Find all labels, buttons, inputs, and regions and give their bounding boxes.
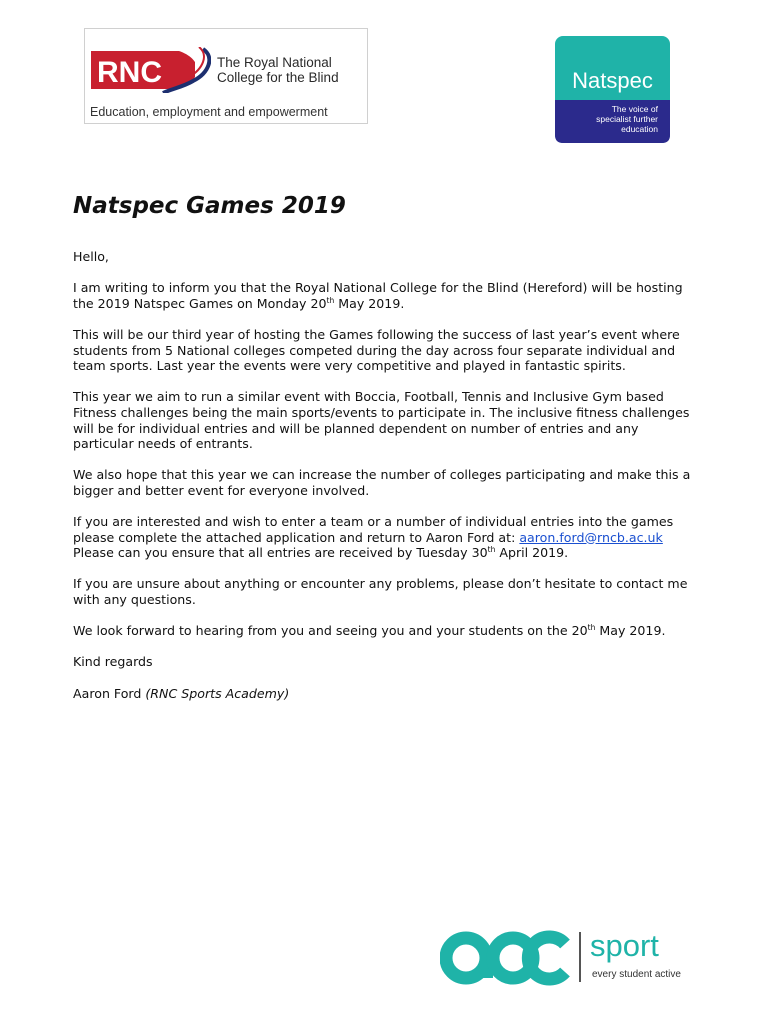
rnc-tagline: Education, employment and empowerment bbox=[90, 105, 328, 119]
entry-text-end: April 2019. bbox=[495, 545, 569, 561]
signature-name: Aaron Ford bbox=[73, 685, 146, 701]
forward-text-end: May 2019. bbox=[595, 623, 666, 639]
document-title: Natspec Games 2019 bbox=[73, 193, 346, 219]
forward-sup: th bbox=[587, 623, 596, 633]
aoc-sport-wordmark: sport bbox=[590, 928, 659, 963]
natspec-logo bbox=[555, 36, 670, 143]
rnc-mark-icon bbox=[91, 47, 211, 93]
rnc-college-name bbox=[217, 55, 339, 85]
aoc-divider bbox=[579, 932, 581, 982]
entry-text: If you are interested and wish to enter a team or a number of individual entries into the games please complete the attached application and return to Aaron Ford at: bbox=[73, 514, 674, 545]
signature bbox=[73, 686, 703, 702]
forward-text: We look forward to hearing from you and seeing you and your students on the 20 bbox=[73, 623, 588, 639]
entry-text-mid: Please can you ensure that all entries are received by Tuesday 30 bbox=[73, 545, 488, 561]
paragraph-hope: We also hope that this year we can increase the number of colleges participating and make this a bigger and better event for everyone involved. bbox=[73, 467, 691, 498]
greeting: Hello, bbox=[73, 249, 109, 264]
intro-text-end: May 2019. bbox=[334, 295, 405, 311]
rnc-logo bbox=[84, 28, 368, 124]
paragraph-entry bbox=[73, 514, 703, 561]
intro-text: I am writing to inform you that the Royal National College for the Blind (Hereford) will be hosting the 2019 Natspec Games on Monday 20 bbox=[73, 280, 683, 311]
natspec-wordmark: Natspec bbox=[572, 68, 653, 93]
paragraph-forward bbox=[73, 623, 703, 639]
aoc-sport-logo bbox=[440, 930, 702, 986]
rnc-name-line1: The Royal National bbox=[217, 55, 332, 70]
signature-org: (RNC Sports Academy) bbox=[145, 685, 290, 701]
paragraph-events: This year we aim to run a similar event with Boccia, Football, Tennis and Inclusive Gym based Fitness challenges being the main sports/events to participate in. The inclusive fitness challenges will be for individual entries and will be planned dependent on number of entries and any particular needs of entrants. bbox=[73, 389, 690, 452]
entry-sup: th bbox=[487, 545, 496, 555]
paragraph-intro bbox=[73, 280, 703, 311]
paragraph-history: This will be our third year of hosting the Games following the success of last year’s event where students from 5 National colleges competed during the day across four separate individual and team sports. Last year the events were very competitive and played in fantastic spirits. bbox=[73, 326, 680, 374]
aoc-mark-icon bbox=[440, 930, 570, 986]
aoc-tagline: every student active bbox=[592, 969, 681, 980]
natspec-tag-line3: education bbox=[621, 124, 658, 134]
intro-sup: th bbox=[326, 295, 335, 305]
closing: Kind regards bbox=[73, 654, 153, 670]
letter-body bbox=[73, 249, 703, 717]
natspec-tagline bbox=[596, 104, 658, 134]
paragraph-contact: If you are unsure about anything or encounter any problems, please don’t hesitate to contact me with any questions. bbox=[73, 576, 688, 608]
email-link[interactable]: aaron.ford@rncb.ac.uk bbox=[519, 529, 663, 545]
rnc-name-line2: College for the Blind bbox=[217, 70, 339, 85]
natspec-tag-line2: specialist further bbox=[596, 114, 658, 124]
natspec-tag-line1: The voice of bbox=[611, 104, 658, 114]
rnc-mark-text: RNC bbox=[97, 56, 162, 89]
